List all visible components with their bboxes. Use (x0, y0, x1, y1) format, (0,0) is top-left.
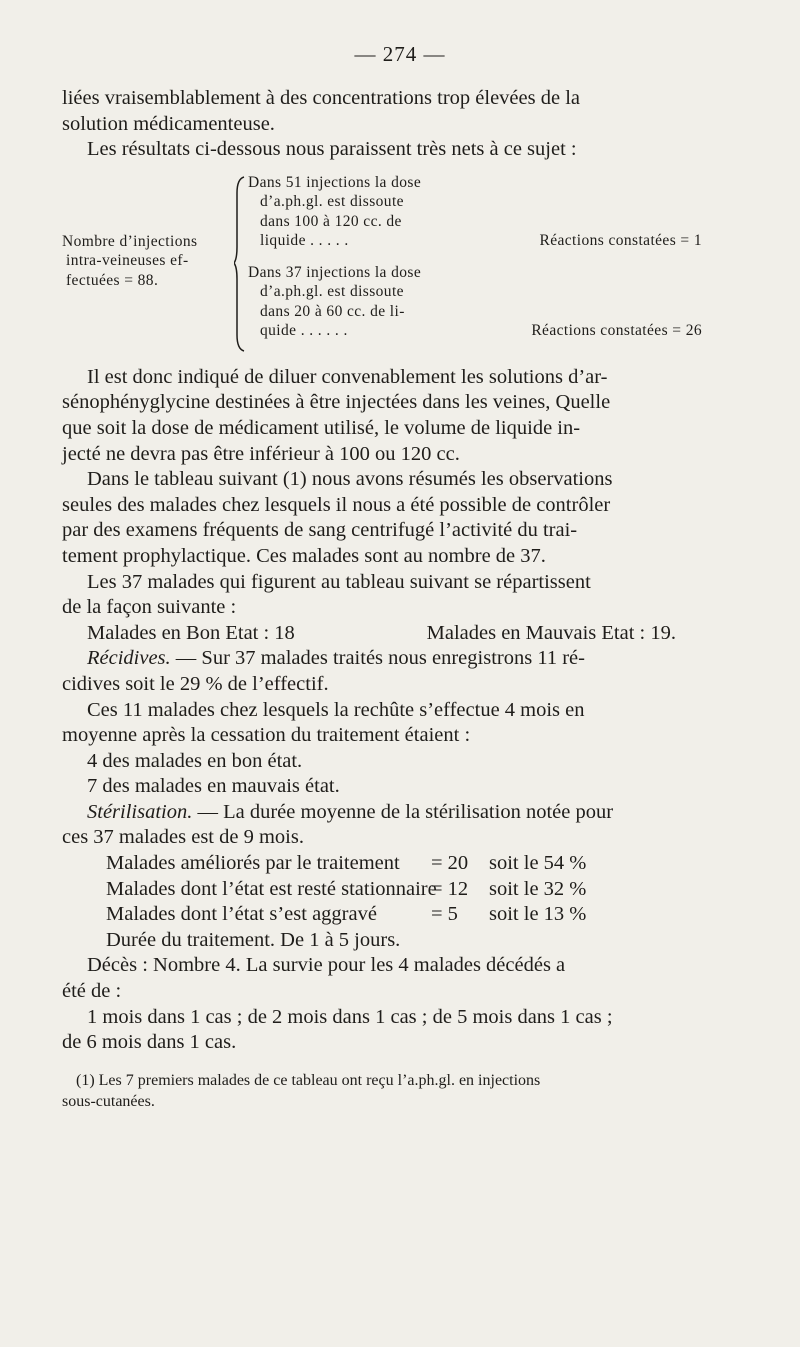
survie-line: 1 mois dans 1 cas ; de 2 mois dans 1 cas ; de 5 mois dans 1 cas ; (87, 1005, 613, 1028)
paragraph-4-line: tement prophylactique. Ces malades sont au nombre de 37. (62, 544, 546, 567)
paragraph-4-line: par des examens fréquents de sang centrifugé l’activité du trai- (62, 519, 578, 542)
paragraph-3-line: sénophényglycine destinées à être injectées dans les veines, Quelle (62, 391, 611, 414)
bon-etat-count: Malades en Bon Etat : 18 (87, 621, 295, 644)
table-group-line: liquide . . . . . (260, 232, 349, 250)
stat-label: Malades améliorés par le traitement (106, 852, 400, 875)
stat-value: = 20 (431, 852, 469, 875)
paragraph-1-line-1: liées vraisemblablement à des concentrations trop élevées de la (62, 87, 580, 109)
paragraph-4-line: Dans le tableau suivant (1) nous avons résumés les observations (87, 468, 613, 491)
injection-table (62, 173, 702, 353)
table-result-2: Réactions constatées = 26 (531, 321, 702, 339)
paragraph-3-line: Il est donc indiqué de diluer convenablement les solutions d’ar- (87, 365, 608, 388)
paragraph-4-line: seules des malades chez lesquels il nous a été possible de contrôler (62, 493, 611, 516)
recidives-text: — Sur 37 malades traités nous enregistrons 11 ré- (170, 647, 585, 670)
table-group-line: dans 20 à 60 cc. de li- (260, 302, 405, 320)
table-group-line: dans 100 à 120 cc. de (260, 212, 402, 230)
table-group-line: d’a.ph.gl. est dissoute (260, 283, 404, 301)
paragraph-5-line: de la façon suivante : (62, 596, 237, 619)
paragraph-9: 7 des malades en mauvais état. (87, 775, 340, 798)
table-left-line: Nombre d’injections (62, 232, 198, 250)
stat-value: = 5 (431, 903, 458, 926)
survie-line: de 6 mois dans 1 cas. (62, 1031, 237, 1054)
recidives-title: Récidives. (87, 647, 171, 670)
paragraph-2: Les résultats ci-dessous nous paraissent très nets à ce sujet : (87, 138, 577, 161)
recidives-line (62, 646, 702, 672)
paragraph-8: 4 des malades en bon état. (87, 749, 303, 772)
deces-line: été de : (62, 980, 122, 1003)
stat-label: Malades dont l’état s’est aggravé (106, 903, 377, 926)
brace-icon (234, 173, 248, 353)
stat-percent: soit le 32 % (489, 877, 587, 900)
stat-percent: soit le 54 % (489, 852, 587, 875)
sterilisation-text: — La durée moyenne de la stérilisation notée pour (192, 800, 614, 823)
stat-row (62, 902, 702, 928)
footnote-line: (1) Les 7 premiers malades de ce tableau ont reçu l’a.ph.gl. en injections (76, 1071, 541, 1089)
stat-row (62, 877, 702, 903)
table-group-line: d’a.ph.gl. est dissoute (260, 193, 404, 211)
table-group-line: Dans 37 injections la dose (248, 263, 422, 281)
stat-row (62, 851, 702, 877)
paragraph-5-line: Les 37 malades qui figurent au tableau suivant se répartissent (87, 570, 591, 593)
paragraph-3-line: que soit la dose de médicament utilisé, le volume de liquide in- (62, 416, 581, 439)
stat-percent: soit le 13 % (489, 903, 587, 926)
paragraph-7-line: Ces 11 malades chez lesquels la rechûte s’effectue 4 mois en (87, 698, 585, 721)
stat-value: = 12 (431, 877, 469, 900)
table-group-line: Dans 51 injections la dose (248, 173, 422, 191)
table-left-line: intra-veineuses ef- (66, 252, 189, 270)
table-group-1 (248, 173, 480, 251)
footnote-line: sous-cutanées. (62, 1092, 155, 1110)
stat-label: Malades dont l’état est resté stationnaire (106, 877, 437, 900)
paragraph-1-line-2: solution médicamenteuse. (62, 112, 275, 135)
sterilisation-line (62, 800, 702, 826)
recidives-line: cidives soit le 29 % de l’effectif. (62, 672, 329, 695)
table-left-label (62, 232, 242, 291)
table-group-line: quide . . . . . . (260, 322, 348, 340)
mauvais-etat-count: Malades en Mauvais Etat : 19. (426, 621, 676, 644)
sterilisation-line: ces 37 malades est de 9 mois. (62, 826, 304, 849)
paragraph-7-line: moyenne après la cessation du traitement étaient : (62, 724, 471, 747)
table-result-1: Réactions constatées = 1 (539, 231, 702, 249)
sterilisation-title: Stérilisation. (87, 800, 193, 823)
table-group-2 (248, 263, 480, 341)
footnote (62, 1070, 702, 1112)
paragraph-3-line: jecté ne devra pas être inférieur à 100 ou 120 cc. (62, 442, 460, 465)
etat-row (62, 621, 676, 647)
page-number: — 274 — (354, 42, 446, 66)
duree-traitement: Durée du traitement. De 1 à 5 jours. (106, 928, 401, 951)
deces-line: Décès : Nombre 4. La survie pour les 4 malades décédés a (87, 954, 566, 977)
page-body (62, 86, 702, 1112)
table-left-line: fectuées = 88. (66, 271, 159, 289)
